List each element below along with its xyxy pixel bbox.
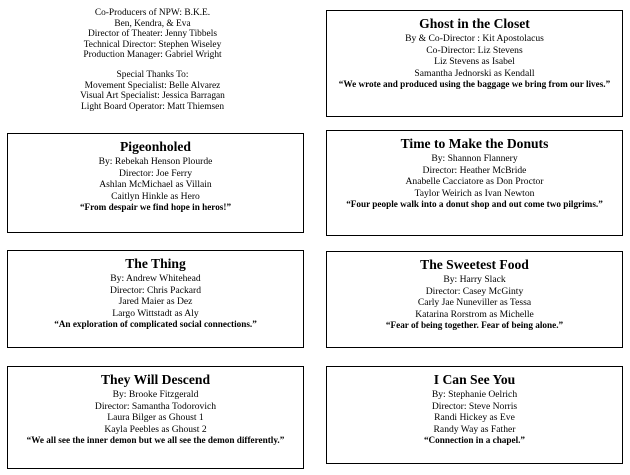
play-title: The Thing	[125, 256, 186, 271]
play-credit: Director: Chris Packard	[109, 284, 202, 296]
thanks-line: Movement Specialist: Belle Alvarez	[84, 80, 221, 91]
credit-line: Co-Producers of NPW: B.K.E.	[94, 8, 211, 18]
play-title: Pigeonholed	[120, 139, 191, 154]
play-credit: Carly Jae Nuneviller as Tessa	[417, 297, 532, 309]
play-quote: “Fear of being together. Fear of being alone.”	[385, 320, 564, 331]
credit-line: Ben, Kendra, & Eva	[114, 18, 191, 29]
credit-line: Technical Director: Stephen Wiseley	[83, 39, 222, 50]
play-quote: “We all see the inner demon but we all see the demon differently.”	[26, 435, 285, 446]
play-quote: “Four people walk into a donut shop and out come two pilgrims.”	[346, 199, 603, 210]
play-quote: “Connection in a chapel.”	[423, 435, 526, 446]
play-credit: By: Stephanie Oelrich	[431, 389, 518, 400]
play-credit: By: Shannon Flannery	[431, 153, 518, 164]
play-credit: Liz Stevens as Isabel	[434, 56, 515, 68]
credit-line: Director of Theater: Jenny Tibbels	[88, 29, 217, 40]
play-title: Ghost in the Closet	[419, 16, 530, 31]
play-credit: Samantha Jednorski as Kendall	[414, 67, 535, 79]
credit-line: Production Manager: Gabriel Wright	[83, 50, 222, 61]
play-title: They Will Descend	[100, 372, 210, 387]
play-quote: “An exploration of complicated social connections.”	[54, 319, 257, 330]
play-quote: “From despair we find hope in heros!”	[79, 202, 232, 213]
production-credits	[0, 8, 305, 112]
play-credit: Director: Heather McBride	[422, 164, 527, 176]
play-credit: By & Co-Director : Kit Apostolacus	[405, 33, 544, 44]
play-credit: Ashlan McMichael as Villain	[99, 179, 212, 191]
play-credit: By: Andrew Whitehead	[110, 273, 201, 284]
play-card-pigeonholed	[7, 133, 304, 233]
play-credit: Taylor Weirich as Ivan Newton	[414, 187, 535, 199]
play-credit: Jared Maier as Dez	[118, 296, 193, 308]
play-credit: Anabelle Cacciatore as Don Proctor	[405, 176, 544, 188]
play-card-the-thing	[7, 250, 304, 348]
play-credit: Laura Bilger as Ghoust 1	[107, 412, 204, 424]
play-card-they-will-descend	[7, 366, 304, 469]
play-card-i-can-see-you	[326, 366, 623, 464]
play-title: Time to Make the Donuts	[400, 136, 549, 151]
play-title: I Can See You	[433, 372, 516, 387]
play-quote: “We wrote and produced using the baggage we bring from our lives.”	[338, 79, 611, 90]
thanks-line: Light Board Operator: Matt Thiemsen	[80, 101, 225, 112]
play-credit: Randy Way as Father	[433, 423, 516, 435]
play-credit: Randi Hickey as Eve	[434, 412, 515, 424]
play-title: The Sweetest Food	[420, 257, 529, 272]
play-credit: Caitlyn Hinkle as Hero	[111, 190, 200, 202]
play-credit: By: Rebekah Henson Plourde	[98, 156, 213, 167]
play-card-time-to-make-the-donuts	[326, 130, 623, 236]
special-thanks-heading: Special Thanks To:	[116, 69, 189, 80]
play-credit: Kayla Peebles as Ghoust 2	[104, 423, 207, 435]
play-card-the-sweetest-food	[326, 251, 623, 348]
thanks-line: Visual Art Specialist: Jessica Barragan	[80, 91, 225, 102]
play-credit: Director: Samantha Todorovich	[94, 400, 217, 412]
play-credit: Director: Steve Norris	[431, 400, 518, 412]
play-credit: Largo Wittstadt as Aly	[112, 307, 199, 319]
play-credit: Director: Casey McGinty	[425, 285, 524, 297]
play-credit: By: Brooke Fitzgerald	[112, 389, 199, 400]
play-credit: Co-Director: Liz Stevens	[426, 44, 523, 56]
play-card-ghost-in-the-closet	[326, 10, 623, 117]
play-credit: By: Harry Slack	[443, 274, 506, 285]
play-credit: Director: Joe Ferry	[119, 167, 192, 179]
play-credit: Katarina Rorstrom as Michelle	[415, 308, 534, 320]
